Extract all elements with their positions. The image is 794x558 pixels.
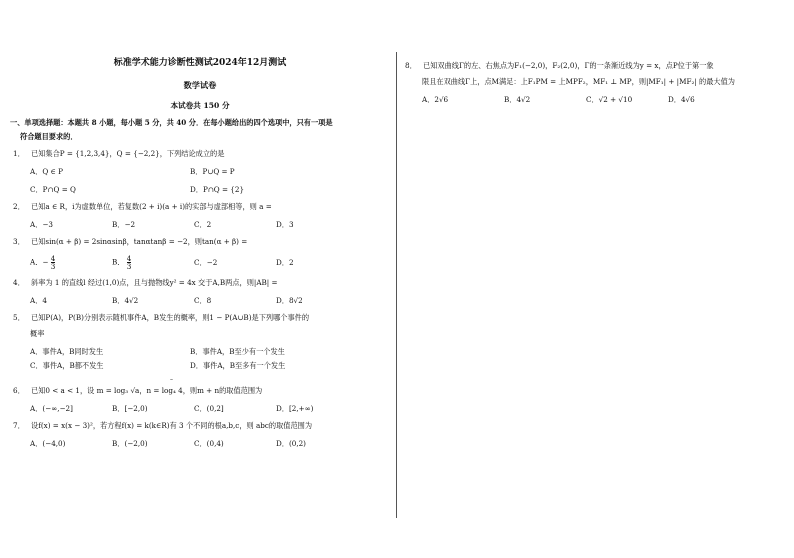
fraction [127, 255, 132, 270]
fraction-numerator: 4 [126, 253, 132, 263]
option-b: B．4√2 [504, 95, 531, 104]
option-a: A．−3 [30, 219, 53, 229]
left-column [10, 56, 390, 448]
options-row [10, 255, 390, 270]
question-stem: 已知sin(α + β) = 2sinαsinβ，tanαtanβ = −2，则tan(α + β) = [31, 236, 248, 246]
option-d: D．P∩Q = {2} [190, 184, 245, 194]
question-6 [10, 386, 390, 413]
question-stem: 已知0 < a < 1，设 m = log₃ √a，n = log₄ 4，则m + n的取值范围为 [31, 386, 263, 396]
question-4 [10, 278, 390, 305]
option-a: A．2√6 [422, 95, 449, 104]
option-b: B．−2 [112, 219, 136, 229]
option-a: A．4 [30, 296, 47, 306]
option-b: B．4√2 [112, 296, 139, 306]
question-stem: 已知集合P = {1,2,3,4}，Q = {−2,2}，下列结论成立的是 [31, 148, 225, 158]
question-stem-cont: 概率 [30, 329, 45, 339]
option-b [112, 255, 194, 270]
stray-mark: – [170, 376, 173, 384]
option-a: A．事件A，B同时发生 [30, 347, 104, 357]
options-row [10, 347, 390, 356]
question-stem: 已知双曲线Γ的左、右焦点为F₁(−2,0)，F₂(2,0)，Γ的一条渐近线为y = x，点P位于第一象 [423, 61, 714, 70]
question-number: 4． [13, 278, 25, 288]
option-b-label: B． [112, 257, 125, 267]
fraction-denominator: 3 [50, 262, 56, 272]
question-number: 8． [405, 61, 417, 70]
question-1 [10, 149, 390, 194]
options-row [10, 361, 390, 370]
option-c: C．P∩Q = Q [30, 184, 76, 194]
question-number: 7． [13, 421, 25, 431]
question-stem: 已知P(A)，P(B)分别表示随机事件A，B发生的概率，则1 − P(A∪B)是下列哪个事件的 [31, 313, 310, 323]
option-a [30, 255, 112, 270]
question-7 [10, 421, 390, 448]
question-2 [10, 202, 390, 229]
exam-subject: 数学试卷 [183, 80, 217, 91]
option-c: C．√2 + √10 [586, 95, 633, 104]
option-b: B．事件A，B至少有一个发生 [190, 347, 285, 357]
option-d: D．事件A，B至多有一个发生 [190, 361, 286, 371]
question-3 [10, 237, 390, 270]
option-d: D．4√6 [668, 95, 695, 104]
option-b: B．[−2,0) [112, 404, 148, 414]
options-row [10, 167, 390, 176]
options-row [10, 185, 390, 194]
section-heading-cont: 符合题目要求的． [20, 131, 78, 141]
total-score: 本试卷共 150 分 [170, 100, 230, 110]
option-d: D．8√2 [276, 296, 303, 306]
option-a: A．(−∞,−2] [30, 404, 73, 414]
option-b: B．P∪Q = P [190, 166, 235, 176]
options-row [402, 95, 782, 104]
right-column [402, 56, 782, 104]
options-row [10, 296, 390, 305]
question-stem: 已知a ∈ R，i为虚数单位，若复数(2 + i)(a + i)的实部与虚部相等，则 a = [31, 201, 272, 211]
options-row [10, 404, 390, 413]
option-a-label: A．− [30, 257, 49, 267]
fraction [51, 255, 56, 270]
option-c: C．(0,4) [194, 439, 224, 449]
fraction-numerator: 4 [50, 253, 56, 263]
question-5 [10, 313, 390, 382]
option-d: D．[2,+∞) [276, 404, 314, 414]
option-c: C．−2 [194, 258, 218, 268]
question-number: 5． [13, 313, 25, 323]
question-stem-cont: 限且在双曲线Γ上，点M满足：上F₁PM = 上MPF₂，MF₁ ⊥ MP，则|MF₁| + |MF₂| 的最大值为 [422, 77, 735, 86]
option-b: B．(−2,0) [112, 439, 148, 449]
section-heading-text: 一、单项选择题：本题共 8 小题，每小题 5 分，共 40 分．在每小题给出的四个选项中，只有一项是 [10, 117, 333, 127]
fraction-denominator: 3 [126, 262, 132, 272]
option-c: C．8 [194, 296, 212, 306]
question-number: 3． [13, 236, 25, 246]
option-c: C．2 [194, 219, 212, 229]
option-a: A．Q ∈ P [30, 166, 63, 176]
exam-title: 标准学术能力诊断性测试2024年12月测试 [113, 58, 287, 68]
question-number: 2． [13, 201, 25, 211]
section-heading [10, 118, 390, 141]
option-d: D．(0,2) [276, 439, 306, 449]
option-c: C．事件A，B都不发生 [30, 361, 104, 371]
option-d: D．3 [276, 219, 294, 229]
column-divider [396, 52, 397, 518]
options-row [10, 220, 390, 229]
option-a: A．(−4,0) [30, 439, 66, 449]
options-row [10, 439, 390, 448]
option-d: D．2 [276, 258, 294, 268]
question-8 [402, 61, 782, 104]
option-c: C．(0,2] [194, 404, 224, 414]
question-stem: 斜率为 1 的直线l 经过(1,0)点，且与抛物线y² = 4x 交于A,B两点，则|AB| = [31, 278, 278, 288]
question-number: 1． [13, 148, 25, 158]
question-number: 6． [13, 386, 25, 396]
question-stem: 设f(x) = x(x − 3)²，若方程f(x) = k(k∈R)有 3 个不同的根a,b,c，则 abc的取值范围为 [31, 421, 313, 431]
